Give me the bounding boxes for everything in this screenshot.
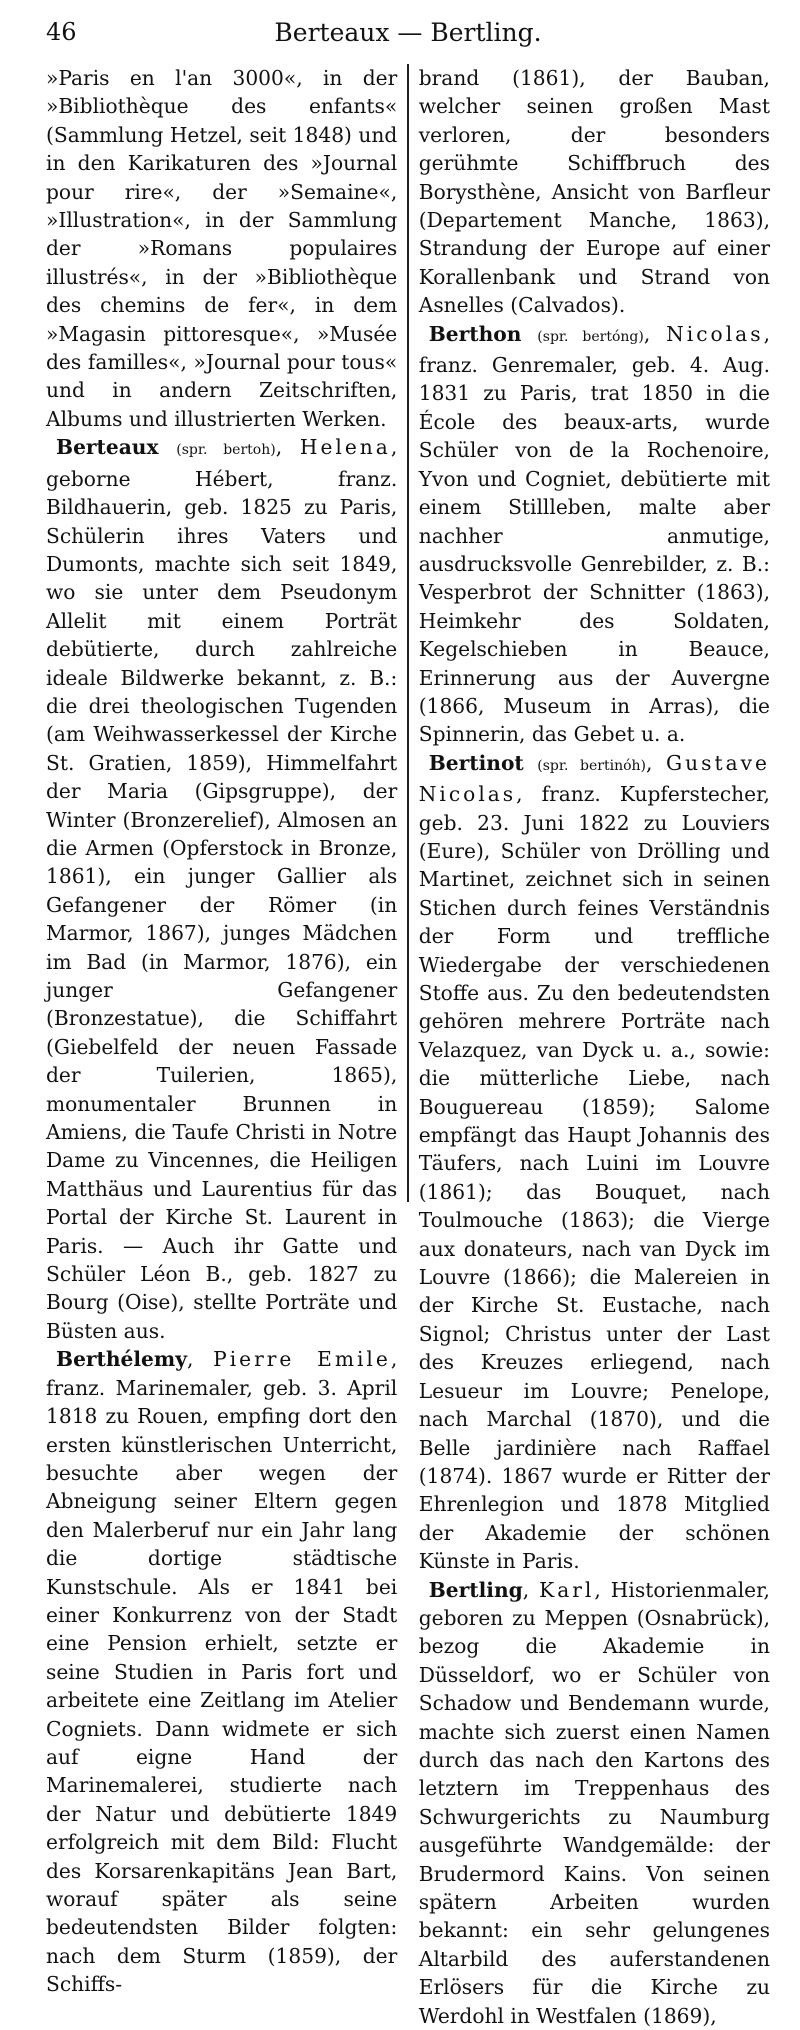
pronunciation: (spr. bertinóh) (537, 757, 647, 774)
entry-berthon: Berthon (spr. bertóng), Nicolas, franz. Genremaler, geb. 4. Aug. 1831 zu Paris, trat 1850 in die École des beaux-arts, wurde Schüler von de la Rochenoire, Yvon und Cogniet, debütierte mit einem Stillleben, malte aber nachher anmutige, ausdrucksvolle Genrebilder, z. B.: Vesperbrot der Schnitter (1863), Heimkehr des Soldaten, Kegelschieben in Beauce, Erinnerung aus der Auvergne (1866, Museum in Arras), die Spinnerin, das Gebet u. a. (418, 321, 770, 747)
entry-text: , franz. Marinemaler, geb. 3. April 1818 zu Rouen, empfing dort den ersten künstlerischen Unterricht, besuchte aber wegen der Abneigung seiner Eltern gegen den Malerberuf nur ein Jahr lang die dortige städtische Kunstschule. Als er 1841 bei einer Konkurrenz von der Stadt eine Pension erhielt, setzte er seine Studien in Paris fort und arbeitete eine Zeitlang im Atelier Cogniets. Dann widmete er sich auf eigne Hand der Marinemalerei, studierte nach der Natur und debütierte 1849 erfolgreich mit dem Bild: Flucht des Korsarenkapitäns Jean Bart, worauf später als seine bedeutendsten Bilder folgten: nach dem Sturm (1859), der Schiffs- (46, 1347, 398, 1997)
given-name: Pierre Emile (213, 1347, 391, 1372)
given-name: Helena (299, 435, 391, 460)
running-title: Berteaux — Bertling. (274, 18, 542, 47)
entry-headword: Bertling (428, 1577, 523, 1602)
entry-text: , franz. Genremaler, geb. 4. Aug. 1831 zu Paris, trat 1850 in die École des beaux-arts, wurde Schüler von de la Rochenoire, Yvon und Cogniet, debütierte mit einem Stillleben, malte aber nachher anmutige, ausdrucksvolle Genrebilder, z. B.: Vesperbrot der Schnitter (1863), Heimkehr des Soldaten, Kegelschieben in Beauce, Erinnerung aus der Auvergne (1866, Museum in Arras), die Spinnerin, das Gebet u. a. (418, 321, 770, 747)
left-column (46, 64, 398, 1997)
entry-text: , Historienmaler, geboren zu Meppen (Osnabrück), bezog die Akademie in Düsseldorf, wo er Schüler von Schadow und Bendemann wurde, machte sich zuerst einen Namen durch das nach den Kartons des letztern im Treppenhaus des Schwurgerichts zu Naumburg ausgeführte Wandgemälde: der Brudermord Kains. Von seinen spätern Arbeiten wurden bekannt: ein sehr gelungenes Altarbild des auferstandenen Erlösers für die Kirche zu Werdohl in Westfalen (1869), (418, 1577, 770, 2028)
entry-text: »Paris en l'an 3000«, in der »Bibliothèque des enfants« (Sammlung Hetzel, seit 1848) und in den Karikaturen des »Journal pour rire«, der »Semaine«, »Illustration«, in der Sammlung der »Romans populaires illustrés«, in der »Bibliothèque des chemins de fer«, in dem »Magasin pittoresque«, »Musée des familles«, »Journal pour tous« und in andern Zeitschriften, Albums und illustrierten Werken. (46, 66, 398, 431)
page-header (46, 0, 770, 50)
entry-text: , franz. Kupferstecher, geb. 23. Juni 1822 zu Louviers (Eure), Schüler von Drölling und Martinet, zeichnet sich in seinen Stichen durch feines Verständnis der Form und treffliche Wiedergabe der verschiedenen Stoffe aus. Zu den bedeutendsten gehören mehrere Porträte nach Velazquez, van Dyck u. a., sowie: die mütterliche Liebe, nach Bouguereau (1859); Salome empfängt das Haupt Johannis des Täufers, nach Luini im Louvre (1861); das Bouquet, nach Toulmouche (1863); die Vierge aux donateurs, nach van Dyck im Louvre (1866); die Malereien in der Kirche St. Eustache, nach Signol; Christus unter der Last des Kreuzes erliegend, nach Lesueur im Louvre; Penelope, nach Marchal (1870), und die Belle jardinière nach Raffael (1874). 1867 wurde er Ritter der Ehrenlegion und 1878 Mitglied der Akademie der schönen Künste in Paris. (418, 782, 770, 1574)
entry-headword: Berthélemy (56, 1347, 187, 1372)
given-name: Nicolas (666, 321, 764, 346)
page-number: 46 (46, 18, 77, 46)
entry-berthelemy: Berthélemy, Pierre Emile, franz. Marinemaler, geb. 3. April 1818 zu Rouen, empfing dort den ersten künstlerischen Unterricht, besuchte aber wegen der Abneigung seiner Eltern gegen den Malerberuf nur ein Jahr lang die dortige städtische Kunstschule. Als er 1841 bei einer Konkurrenz von der Stadt eine Pension erhielt, setzte er seine Studien in Paris fort und arbeitete eine Zeitlang im Atelier Cogniets. Dann widmete er sich auf eigne Hand der Marinemalerei, studierte nach der Natur und debütierte 1849 erfolgreich mit dem Bild: Flucht des Korsarenkapitäns Jean Bart, worauf später als seine bedeutendsten Bilder folgten: nach dem Sturm (1859), der Schiffs- (46, 1347, 398, 1997)
column-divider (407, 64, 408, 1202)
entry-headword: Berteaux (56, 435, 159, 460)
text-columns (46, 64, 770, 2028)
pronunciation: (spr. bertoh) (176, 442, 276, 459)
entry-text: , geborne Hébert, franz. Bildhauerin, geb. 1825 zu Paris, Schülerin ihres Vaters und Dumonts, machte sich seit 1849, wo sie unter dem Pseudonym Allelit mit einem Porträt debütierte, durch zahlreiche ideale Bildwerke bekannt, z. B.: die drei theologischen Tugenden (am Weihwasserkessel der Kirche St. Gratien, 1859), Himmelfahrt der Maria (Gipsgruppe), der Winter (Bronzerelief), Almosen an die Armen (Opferstock in Bronze, 1861), ein junger Gallier als Gefangener der Römer (in Marmor, 1867), junges Mädchen im Bad (in Marmor, 1876), ein junger Gefangener (Bronzestatue), die Schiffahrt (Giebelfeld der neuen Fassade der Tuilerien, 1865), monumentaler Brunnen in Amiens, die Taufe Christi in Notre Dame zu Vincennes, die Heiligen Matthäus und Laurentius für das Portal der Kirche St. Laurent in Paris. — Auch ihr Gatte und Schüler Léon B., geb. 1827 zu Bourg (Oise), stellte Porträte und Büsten aus. (46, 435, 398, 1343)
entry-headword: Bertinot (428, 750, 524, 775)
entry-berteaux: Berteaux (spr. bertoh), Helena, geborne Hébert, franz. Bildhauerin, geb. 1825 zu Paris, Schülerin ihres Vaters und Dumonts, machte sich seit 1849, wo sie unter dem Pseudonym Allelit mit einem Porträt debütierte, durch zahlreiche ideale Bildwerke bekannt, z. B.: die drei theologischen Tugenden (am Weihwasserkessel der Kirche St. Gratien, 1859), Himmelfahrt der Maria (Gipsgruppe), der Winter (Bronzerelief), Almosen an die Armen (Opferstock in Bronze, 1861), ein junger Gallier als Gefangener der Römer (in Marmor, 1867), junges Mädchen im Bad (in Marmor, 1876), ein junger Gefangener (Bronzestatue), die Schiffahrt (Giebelfeld der neuen Fassade der Tuilerien, 1865), monumentaler Brunnen in Amiens, die Taufe Christi in Notre Dame zu Vincennes, die Heiligen Matthäus und Laurentius für das Portal der Kirche St. Laurent in Paris. — Auch ihr Gatte und Schüler Léon B., geb. 1827 zu Bourg (Oise), stellte Porträte und Büsten aus. (46, 435, 398, 1343)
entry-headword: Berthon (428, 321, 522, 346)
pronunciation: (spr. bertóng) (537, 328, 644, 345)
entry-bertinot: Bertinot (spr. bertinóh), Gustave Nicolas, franz. Kupferstecher, geb. 23. Juni 1822 zu Louviers (Eure), Schüler von Drölling und Martinet, zeichnet sich in seinen Stichen durch feines Verständnis der Form und treffliche Wiedergabe der verschiedenen Stoffe aus. Zu den bedeutendsten gehören mehrere Porträte nach Velazquez, van Dyck u. a., sowie: die mütterliche Liebe, nach Bouguereau (1859); Salome empfängt das Haupt Johannis des Täufers, nach Luini im Louvre (1861); das Bouquet, nach Toulmouche (1863); die Vierge aux donateurs, nach van Dyck im Louvre (1866); die Malereien in der Kirche St. Eustache, nach Signol; Christus unter der Last des Kreuzes erliegend, nach Lesueur im Louvre; Penelope, nach Marchal (1870), und die Belle jardinière nach Raffael (1874). 1867 wurde er Ritter der Ehrenlegion und 1878 Mitglied der Akademie der schönen Künste in Paris. (418, 750, 770, 1574)
entry-continuation (419, 64, 770, 320)
given-name: Karl (539, 1577, 595, 1602)
given-name: Gustave Nicolas (418, 750, 770, 807)
entry-bertling: Bertling, Karl, Historienmaler, geboren zu Meppen (Osnabrück), bezog die Akademie in Düsseldorf, wo er Schüler von Schadow und Bendemann wurde, machte sich zuerst einen Namen durch das nach den Kartons des letztern im Treppenhaus des Schwurgerichts zu Naumburg ausgeführte Wandgemälde: der Brudermord Kains. Von seinen spätern Arbeiten wurden bekannt: ein sehr gelungenes Altarbild des auferstandenen Erlösers für die Kirche zu Werdohl in Westfalen (1869), (418, 1577, 770, 2028)
entry-continuation (46, 64, 397, 433)
entry-text: brand (1861), der Bauban, welcher seinen großen Mast verloren, der besonders gerühmte Schiffbruch des Borysthène, Ansicht von Barfleur (Departement Manche, 1863), Strandung der Europe auf einer Korallenbank und Strand von Asnelles (Calvados). (418, 66, 770, 318)
right-column (418, 64, 770, 2028)
